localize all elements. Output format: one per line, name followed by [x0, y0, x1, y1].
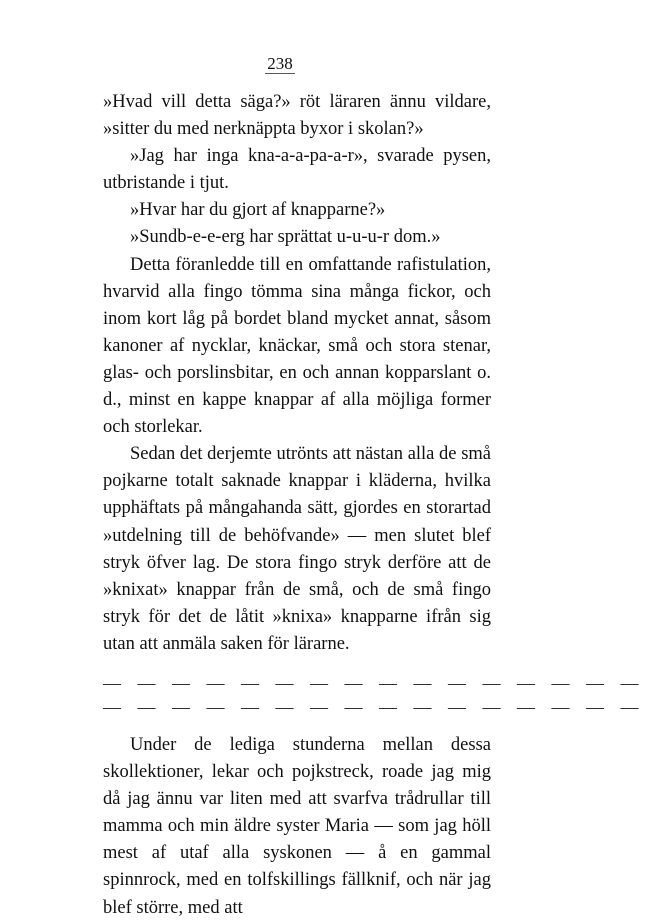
paragraph-3: »Hvar har du gjort af knapparne?»	[130, 200, 386, 221]
paragraph-6: Sedan det derjemte utrönts att nästan alla de små pojkarne totalt saknade knappar i kläderna, hvilka upphäftats på mångahanda sätt, gjordes en storartad »utdelning till de behöfvande» — men slutet blef stryk öfver lag. De stora fingo stryk derföre att de »knixat» knappar från de små, och de små fingo stryk för det de låtit »knixa» knapparne ifrån sig utan att anmäla saken för lärarne.	[103, 444, 491, 654]
paragraph-2: »Jag har inga kna-a-a-pa-a-r», svarade pysen, utbristande i tjut.	[103, 146, 491, 194]
paragraph-4: »Sundb-e-e-erg har sprättat u-u-u-r dom.»	[130, 227, 441, 248]
separator-line-2: — — — — — — — — — — — — — — — —	[103, 696, 645, 717]
page-number-text: 238	[267, 54, 293, 73]
page-number	[0, 54, 560, 74]
page-body	[103, 89, 645, 922]
paragraph-1: »Hvad vill detta säga?» röt läraren ännu vildare, »sitter du med nerknäppta byxor i skolan?»	[103, 92, 491, 140]
paragraph-7: Under de lediga stunderna mellan dessa skollektioner, lekar och pojkstreck, roade jag mig då jag ännu var liten med att svarfva trådrullar till mamma och min äldre syster Maria — som jag höll mest af utaf alla syskonen — å en gammal spinnrock, med en tolfskillings fällknif, och när jag blef större, med att	[103, 734, 491, 918]
separator-line-1: — — — — — — — — — — — — — — — —	[103, 672, 645, 693]
paragraph-5: Detta föranledde till en omfattande rafistulation, hvarvid alla fingo tömma sina många fickor, och inom kort låg på bordet bland mycket annat, såsom kanoner af nycklar, knäckar, små och stora stenar, glas- och porslinsbitar, en och annan kopparslant o. d., minst en kappe knappar af alla möjliga former och storlekar.	[103, 254, 491, 438]
